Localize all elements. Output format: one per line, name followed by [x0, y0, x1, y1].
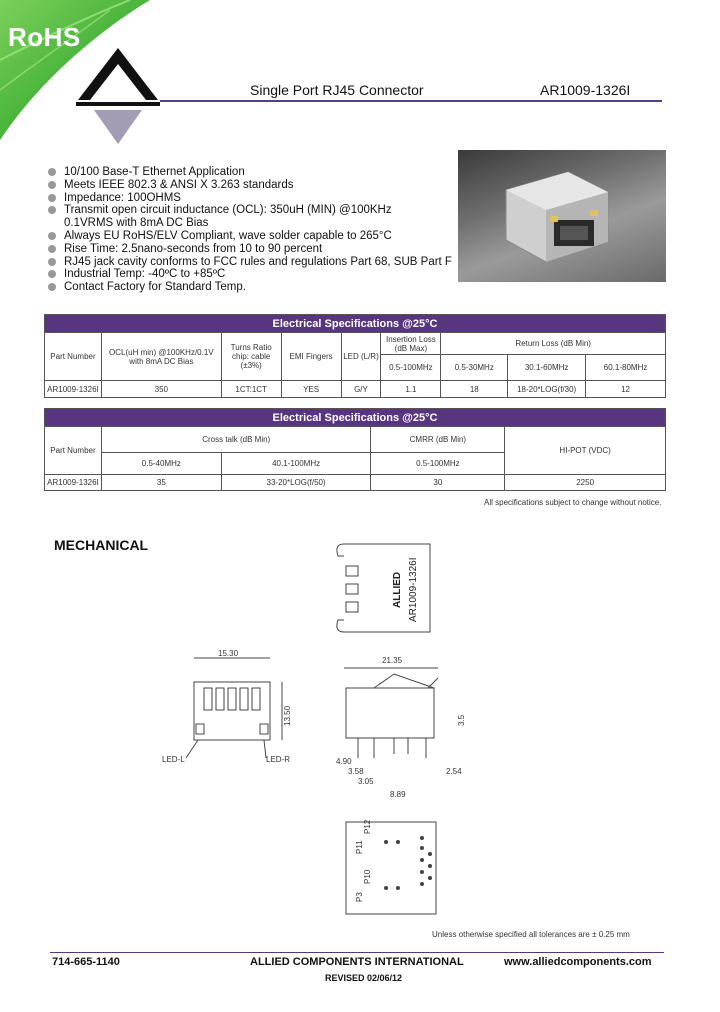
table-cell: 1.1: [381, 381, 441, 398]
th-il-range: 0.5-100MHz: [381, 355, 441, 381]
part-mark-text: AR1009-1326I: [408, 557, 419, 622]
table-cell: 12: [586, 381, 666, 398]
bullet-icon: [48, 206, 56, 214]
th-ocl: OCL(uH min) @100KHz/0.1V with 8mA DC Bias: [101, 333, 221, 381]
table-cell: 1CT:1CT: [221, 381, 281, 398]
table-cell: 33-20*LOG(f/50): [221, 475, 371, 491]
th-emi: EMI Fingers: [281, 333, 341, 381]
rohs-label: RoHS: [8, 22, 81, 52]
feature-item: [48, 281, 468, 294]
feature-item: [48, 204, 468, 230]
dim-c: 3.05: [358, 777, 374, 786]
led-right-label: LED-R: [266, 755, 291, 764]
top-view-drawing: [330, 536, 440, 640]
feature-text: Impedance: 100OHMS: [64, 191, 181, 204]
feature-item: [48, 166, 468, 179]
table-cell: AR1009-1326I: [45, 475, 102, 491]
dim-b: 3.58: [348, 767, 364, 776]
footer-revised: REVISED 02/06/12: [325, 973, 403, 983]
table-cell: AR1009-1326I: [45, 381, 102, 398]
footer-company: ALLIED COMPONENTS INTERNATIONAL: [250, 956, 464, 968]
pin-label: P3: [355, 892, 364, 902]
th-turns-ratio: Turns Ratio chip: cable (±3%): [221, 333, 281, 381]
th-rl-range-3: 60.1-80MHz: [586, 355, 666, 381]
th-cross-talk: Cross talk (dB Min): [101, 427, 371, 453]
electrical-spec-table-2: [44, 408, 666, 491]
table-cell: 2250: [505, 475, 666, 491]
feature-item: [48, 268, 468, 281]
pin-label: P12: [363, 819, 372, 834]
th-ct-range-1: 0.5-40MHz: [101, 453, 221, 475]
feature-text: Meets IEEE 802.3 & ANSI X 3.263 standards: [64, 178, 294, 191]
table-cell: 18-20*LOG(f/30): [508, 381, 586, 398]
th-led: LED (L/R): [341, 333, 381, 381]
allied-logo: [72, 46, 164, 146]
feature-text: Always EU RoHS/ELV Compliant, wave solder capable to 265°C: [64, 229, 392, 242]
bullet-icon: [48, 258, 56, 266]
electrical-spec-table-1: [44, 314, 666, 398]
feature-item: [48, 192, 468, 205]
th-cmrr: CMRR (dB Min): [371, 427, 505, 453]
feature-text: 10/100 Base-T Ethernet Application: [64, 166, 245, 178]
th-return-loss: Return Loss (dB Min): [441, 333, 666, 355]
dim-depth: 21.35: [382, 656, 403, 665]
table-cell: 35: [101, 475, 221, 491]
th-rl-range-2: 30.1-60MHz: [508, 355, 586, 381]
th-part-number: Part Number: [45, 333, 102, 381]
bullet-icon: [48, 283, 56, 291]
part-number-header: AR1009-1326I: [540, 82, 631, 98]
spec-change-note: All specifications subject to change without notice.: [484, 498, 662, 507]
bullet-icon: [48, 168, 56, 176]
footer-rule: [50, 952, 664, 953]
header-rule: [160, 100, 662, 102]
footer-phone: 714-665-1140: [52, 956, 120, 968]
feature-list: [48, 166, 468, 294]
table2-title: Electrical Specifications @25°C: [45, 409, 666, 427]
table-cell: 350: [101, 381, 221, 398]
table-cell: 18: [441, 381, 508, 398]
rj45-connector-image: [458, 150, 666, 282]
dim-a: 4.90: [336, 757, 352, 766]
table1-title: Electrical Specifications @25°C: [45, 315, 666, 333]
front-view-drawing: [160, 648, 300, 772]
table-cell: G/Y: [341, 381, 381, 398]
th-ct-range-2: 40.1-100MHz: [221, 453, 371, 475]
side-view-drawing: [334, 648, 474, 804]
tolerance-note: Unless otherwise specified all tolerances are ± 0.25 mm: [432, 930, 630, 939]
table-cell: 30: [371, 475, 505, 491]
led-left-label: LED-L: [162, 755, 185, 764]
th-hipot: HI-POT (VDC): [505, 427, 666, 475]
dim-f: 2.54: [446, 767, 462, 776]
dim-width: 15.30: [218, 649, 239, 658]
th-rl-range-1: 0.5-30MHz: [441, 355, 508, 381]
bullet-icon: [48, 232, 56, 240]
th-part-number-2: Part Number: [45, 427, 102, 475]
feature-item: [48, 243, 468, 256]
dim-e: 8.89: [390, 790, 406, 799]
bullet-icon: [48, 181, 56, 189]
brand-mark-text: ALLIED: [392, 571, 403, 608]
bullet-icon: [48, 245, 56, 253]
bullet-icon: [48, 194, 56, 202]
th-cmrr-range: 0.5-100MHz: [371, 453, 505, 475]
pin-label: P11: [355, 840, 364, 854]
pcb-footprint-drawing: [338, 818, 448, 920]
table-cell: YES: [281, 381, 341, 398]
feature-text: Rise Time: 2.5nano-seconds from 10 to 90 percent: [64, 242, 323, 255]
feature-text: RJ45 jack cavity conforms to FCC rules and regulations Part 68, SUB Part F: [64, 255, 452, 268]
feature-text: Contact Factory for Standard Temp.: [64, 281, 246, 294]
feature-text: Industrial Temp: -40ºC to +85ºC: [64, 268, 226, 281]
footer-website-link[interactable]: www.alliedcomponents.com: [504, 956, 652, 968]
pin-label: P10: [363, 869, 372, 884]
th-insertion-loss: Insertion Loss (dB Max): [381, 333, 441, 355]
product-photo: [458, 150, 666, 282]
feature-item: [48, 179, 468, 192]
document-title: Single Port RJ45 Connector: [250, 82, 424, 98]
mechanical-heading: MECHANICAL: [54, 537, 149, 553]
feature-item: [48, 230, 468, 243]
dim-height: 13.50: [283, 705, 292, 726]
feature-text: Transmit open circuit inductance (OCL): 350uH (MIN) @100KHz 0.1VRMS with 8mA DC Bias: [64, 204, 392, 230]
feature-item: [48, 256, 468, 269]
dim-side: 3.5: [457, 714, 466, 726]
bullet-icon: [48, 270, 56, 278]
